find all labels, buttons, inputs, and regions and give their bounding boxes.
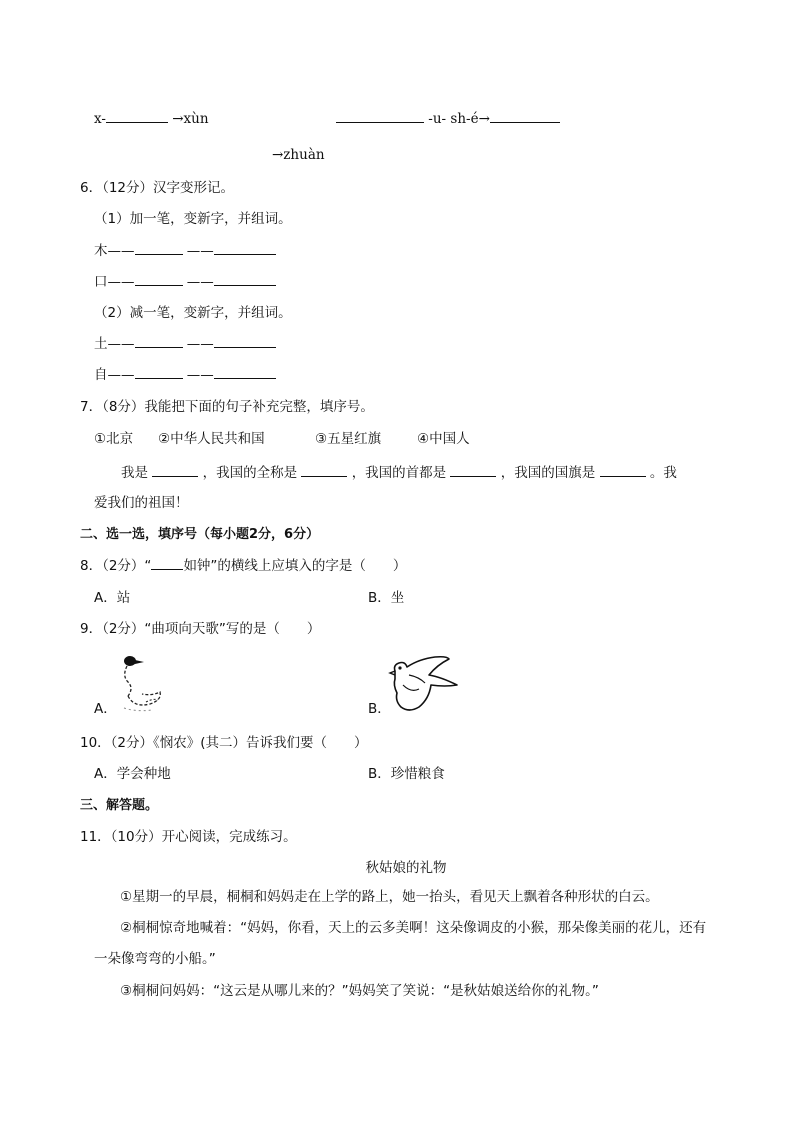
reading-paragraph: ②桐桐惊奇地喊着：“妈妈，你看，天上的云多美啊！这朵像调皮的小猴，那朵像美丽的花儿，还有一朵像弯弯的小船。” bbox=[94, 920, 707, 967]
q6-char: 土—— bbox=[94, 336, 135, 352]
answer-blank[interactable] bbox=[135, 366, 183, 379]
section-3-heading: 三、解答题。 bbox=[80, 798, 159, 813]
pinyin-xun: →xùn bbox=[172, 111, 209, 127]
q6-part2: （2）减一笔，变新字，并组词。 bbox=[94, 305, 292, 321]
q10-heading: 10．（2分）《悯农》(其二）告诉我们要（ ） bbox=[80, 735, 368, 751]
q6-dash: —— bbox=[186, 367, 214, 383]
q6-char: 自—— bbox=[94, 367, 135, 383]
answer-blank[interactable] bbox=[152, 464, 198, 477]
q10-option-a[interactable]: A．学会种地 bbox=[94, 766, 171, 782]
q7-text: ，我国的首都是 bbox=[351, 465, 447, 481]
q8-heading-post: 如钟”的横线上应填入的字是（ ） bbox=[183, 558, 407, 574]
answer-blank[interactable] bbox=[214, 335, 276, 348]
answer-blank[interactable] bbox=[135, 242, 183, 255]
pinyin-zhuan: →zhuàn bbox=[272, 147, 325, 163]
q8-option-b[interactable]: B．坐 bbox=[368, 590, 405, 606]
q7-text: 我是 bbox=[121, 465, 148, 481]
answer-blank[interactable] bbox=[106, 110, 168, 123]
answer-blank[interactable] bbox=[214, 242, 276, 255]
answer-blank[interactable] bbox=[135, 273, 183, 286]
q9-heading: 9．（2分）“曲项向天歌”写的是（ ） bbox=[80, 621, 321, 637]
q6-dash: —— bbox=[186, 336, 214, 352]
q7-sentence-end: 爱我们的祖国！ bbox=[94, 495, 189, 511]
q7-option: ③五星红旗 bbox=[315, 431, 382, 447]
q8-heading-pre: 8．（2分）“ bbox=[80, 558, 152, 574]
answer-blank[interactable] bbox=[490, 110, 560, 123]
reading-title: 秋姑娘的礼物 bbox=[365, 860, 447, 876]
reading-paragraph: ①星期一的早晨，桐桐和妈妈走在上学的路上，她一抬头，看见天上飘着各种形状的白云。 bbox=[120, 889, 659, 905]
q7-option: ②中华人民共和国 bbox=[158, 431, 265, 447]
q6-heading: 6．（12分）汉字变形记。 bbox=[80, 180, 235, 196]
q6-char: 木—— bbox=[94, 243, 135, 259]
answer-blank[interactable] bbox=[151, 557, 183, 570]
q6-row bbox=[94, 242, 276, 260]
answer-blank[interactable] bbox=[336, 110, 424, 123]
goose-icon bbox=[112, 652, 170, 714]
q7-text: ，我国的全称是 bbox=[202, 465, 298, 481]
q7-heading: 7．（8分）我能把下面的句子补充完整，填序号。 bbox=[80, 399, 374, 415]
pinyin-line-1 bbox=[94, 110, 209, 128]
reading-paragraph: ③桐桐问妈妈：“这云是从哪儿来的？”妈妈笑了笑说：“是秋姑娘送给你的礼物。” bbox=[120, 983, 599, 999]
q6-part1: （1）加一笔，变新字，并组词。 bbox=[94, 211, 292, 227]
answer-blank[interactable] bbox=[600, 464, 646, 477]
q9-option-b[interactable]: B． bbox=[368, 701, 391, 717]
q7-text: ，我国的国旗是 bbox=[500, 465, 596, 481]
section-2-heading: 二、选一选，填序号（每小题2分，6分） bbox=[80, 527, 320, 542]
q8-option-a[interactable]: A．站 bbox=[94, 590, 131, 606]
q7-sentence bbox=[121, 464, 677, 482]
q10-option-b[interactable]: B．珍惜粮食 bbox=[368, 766, 445, 782]
q7-option: ④中国人 bbox=[417, 431, 470, 447]
answer-blank[interactable] bbox=[135, 335, 183, 348]
q9-option-a[interactable]: A． bbox=[94, 701, 117, 717]
q8-heading bbox=[80, 557, 406, 575]
q6-row bbox=[94, 366, 276, 384]
q7-option: ①北京 bbox=[94, 431, 134, 447]
answer-blank[interactable] bbox=[214, 366, 276, 379]
q6-dash: —— bbox=[186, 243, 214, 259]
q7-text: 。我 bbox=[649, 465, 677, 481]
pinyin-she: -u- sh-é→ bbox=[428, 111, 490, 127]
answer-blank[interactable] bbox=[301, 464, 347, 477]
q6-row bbox=[94, 335, 276, 353]
pinyin-line-1-mid bbox=[336, 110, 560, 128]
pinyin-x: x- bbox=[94, 111, 106, 127]
answer-blank[interactable] bbox=[214, 273, 276, 286]
q11-heading: 11．（10分）开心阅读，完成练习。 bbox=[80, 829, 297, 845]
q6-dash: —— bbox=[186, 274, 214, 290]
swallow-icon bbox=[389, 655, 461, 713]
answer-blank[interactable] bbox=[450, 464, 496, 477]
q6-char: 口—— bbox=[94, 274, 135, 290]
q6-row bbox=[94, 273, 276, 291]
